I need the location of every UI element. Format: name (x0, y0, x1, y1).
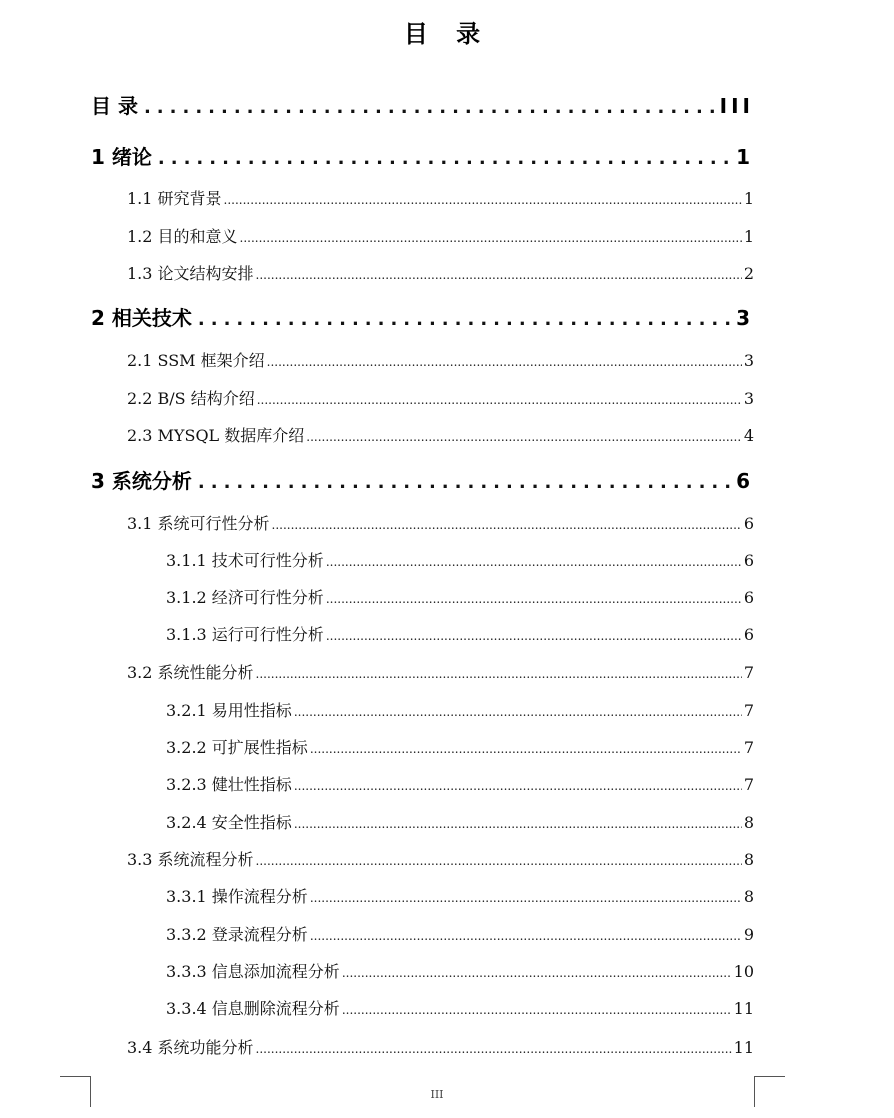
page-title: 目 录 (403, 20, 491, 48)
dot-leader (326, 629, 742, 643)
dot-leader (306, 430, 742, 444)
toc-entry-page: 11 (733, 999, 754, 1018)
dot-leader (294, 817, 742, 831)
toc-entry-label: 3 系统分析 (91, 469, 192, 493)
dot-leader (198, 309, 730, 330)
toc-entry-chapter-1[interactable] (91, 141, 754, 171)
toc-entry-label: 3.1.3 运行可行性分析 (166, 625, 324, 644)
toc-entry-label: 1.3 论文结构安排 (127, 264, 254, 283)
toc-entry-page: 1 (743, 189, 754, 208)
toc-entry-3-3-1[interactable] (166, 884, 754, 908)
toc-entry-page: 6 (743, 514, 754, 533)
toc-entry-2-2[interactable] (127, 386, 754, 410)
dot-leader (342, 1003, 732, 1017)
dot-leader (256, 667, 742, 681)
dot-leader (326, 555, 742, 569)
dot-leader (224, 193, 742, 207)
toc-entry-chapter-2[interactable] (91, 302, 754, 332)
toc-entry-label: 2.3 MYSQL 数据库介绍 (127, 426, 305, 445)
dot-leader (257, 393, 742, 407)
toc-entry-3-1[interactable] (127, 511, 754, 535)
toc-entry-contents[interactable] (91, 90, 754, 120)
dot-leader (144, 97, 714, 118)
dot-leader (267, 355, 742, 369)
toc-entry-page: 8 (743, 850, 754, 869)
toc-entry-page: 8 (743, 813, 754, 832)
toc-entry-label: 3.2.4 安全性指标 (166, 813, 292, 832)
toc-entry-3-3[interactable] (127, 847, 754, 871)
toc-entry-label: 3.2.2 可扩展性指标 (166, 738, 308, 757)
toc-entry-3-1-3[interactable] (166, 622, 754, 646)
toc-entry-3-1-1[interactable] (166, 548, 754, 572)
toc-entry-label: 3.1 系统可行性分析 (127, 514, 270, 533)
dot-leader (256, 854, 742, 868)
toc-entry-label: 3.2.3 健壮性指标 (166, 775, 292, 794)
dot-leader (240, 231, 742, 245)
dot-leader (256, 1042, 732, 1056)
toc-entry-label: 目 录 (91, 94, 138, 118)
toc-entry-chapter-3[interactable] (91, 465, 754, 495)
toc-entry-page: 7 (743, 663, 754, 682)
toc-entry-3-2-1[interactable] (166, 698, 754, 722)
dot-leader (310, 891, 742, 905)
dot-leader (272, 518, 742, 532)
toc-entry-label: 3.3 系统流程分析 (127, 850, 254, 869)
toc-entry-3-2-3[interactable] (166, 772, 754, 796)
toc-entry-page: 3 (743, 389, 754, 408)
toc-entry-page: 10 (733, 962, 754, 981)
toc-entry-label: 1.1 研究背景 (127, 189, 222, 208)
toc-entry-label: 2.1 SSM 框架介绍 (127, 351, 265, 370)
toc-entry-label: 3.3.1 操作流程分析 (166, 887, 308, 906)
toc-entry-page: 7 (743, 738, 754, 757)
toc-entry-3-2-2[interactable] (166, 735, 754, 759)
toc-entry-label: 3.3.2 登录流程分析 (166, 925, 308, 944)
toc-entry-label: 3.3.3 信息添加流程分析 (166, 962, 340, 981)
toc-entry-label: 3.2.1 易用性指标 (166, 701, 292, 720)
dot-leader (158, 148, 730, 169)
footer-page-number: III (430, 1088, 444, 1101)
toc-entry-page: 8 (743, 887, 754, 906)
toc-entry-3-1-2[interactable] (166, 585, 754, 609)
dot-leader (198, 472, 730, 493)
toc-entry-1-2[interactable] (127, 224, 754, 248)
toc-entry-3-2[interactable] (127, 660, 754, 684)
dot-leader (310, 929, 742, 943)
toc-entry-3-3-4[interactable] (166, 996, 754, 1020)
toc-entry-page: 3 (736, 306, 754, 330)
toc-entry-page: 9 (743, 925, 754, 944)
toc-entry-page: 6 (743, 588, 754, 607)
toc-entry-label: 3.4 系统功能分析 (127, 1038, 254, 1057)
toc-entry-1-1[interactable] (127, 186, 754, 210)
toc-entry-label: 2.2 B/S 结构介绍 (127, 389, 255, 408)
toc-entry-page: 6 (736, 469, 754, 493)
toc-entry-page: III (719, 94, 754, 118)
toc-entry-page: 1 (743, 227, 754, 246)
toc-entry-label: 2 相关技术 (91, 306, 192, 330)
toc-entry-3-3-2[interactable] (166, 922, 754, 946)
toc-entry-page: 6 (743, 551, 754, 570)
toc-entry-2-1[interactable] (127, 348, 754, 372)
toc-entry-label: 3.2 系统性能分析 (127, 663, 254, 682)
toc-entry-page: 11 (733, 1038, 754, 1057)
toc-entry-label: 3.3.4 信息删除流程分析 (166, 999, 340, 1018)
toc-entry-2-3[interactable] (127, 423, 754, 447)
toc-entry-1-3[interactable] (127, 261, 754, 285)
toc-entry-label: 1.2 目的和意义 (127, 227, 238, 246)
toc-entry-page: 1 (736, 145, 754, 169)
toc-entry-page: 4 (743, 426, 754, 445)
toc-entry-label: 3.1.1 技术可行性分析 (166, 551, 324, 570)
toc-entry-label: 1 绪论 (91, 145, 152, 169)
toc-entry-page: 2 (743, 264, 754, 283)
dot-leader (294, 705, 742, 719)
toc-entry-3-4[interactable] (127, 1035, 754, 1059)
toc-entry-label: 3.1.2 经济可行性分析 (166, 588, 324, 607)
toc-entry-3-3-3[interactable] (166, 959, 754, 983)
dot-leader (326, 592, 742, 606)
toc-entry-page: 7 (743, 701, 754, 720)
dot-leader (256, 268, 742, 282)
dot-leader (310, 742, 742, 756)
dot-leader (342, 966, 732, 980)
toc-entry-page: 3 (743, 351, 754, 370)
toc-entry-page: 7 (743, 775, 754, 794)
dot-leader (294, 779, 742, 793)
toc-entry-page: 6 (743, 625, 754, 644)
toc-entry-3-2-4[interactable] (166, 810, 754, 834)
